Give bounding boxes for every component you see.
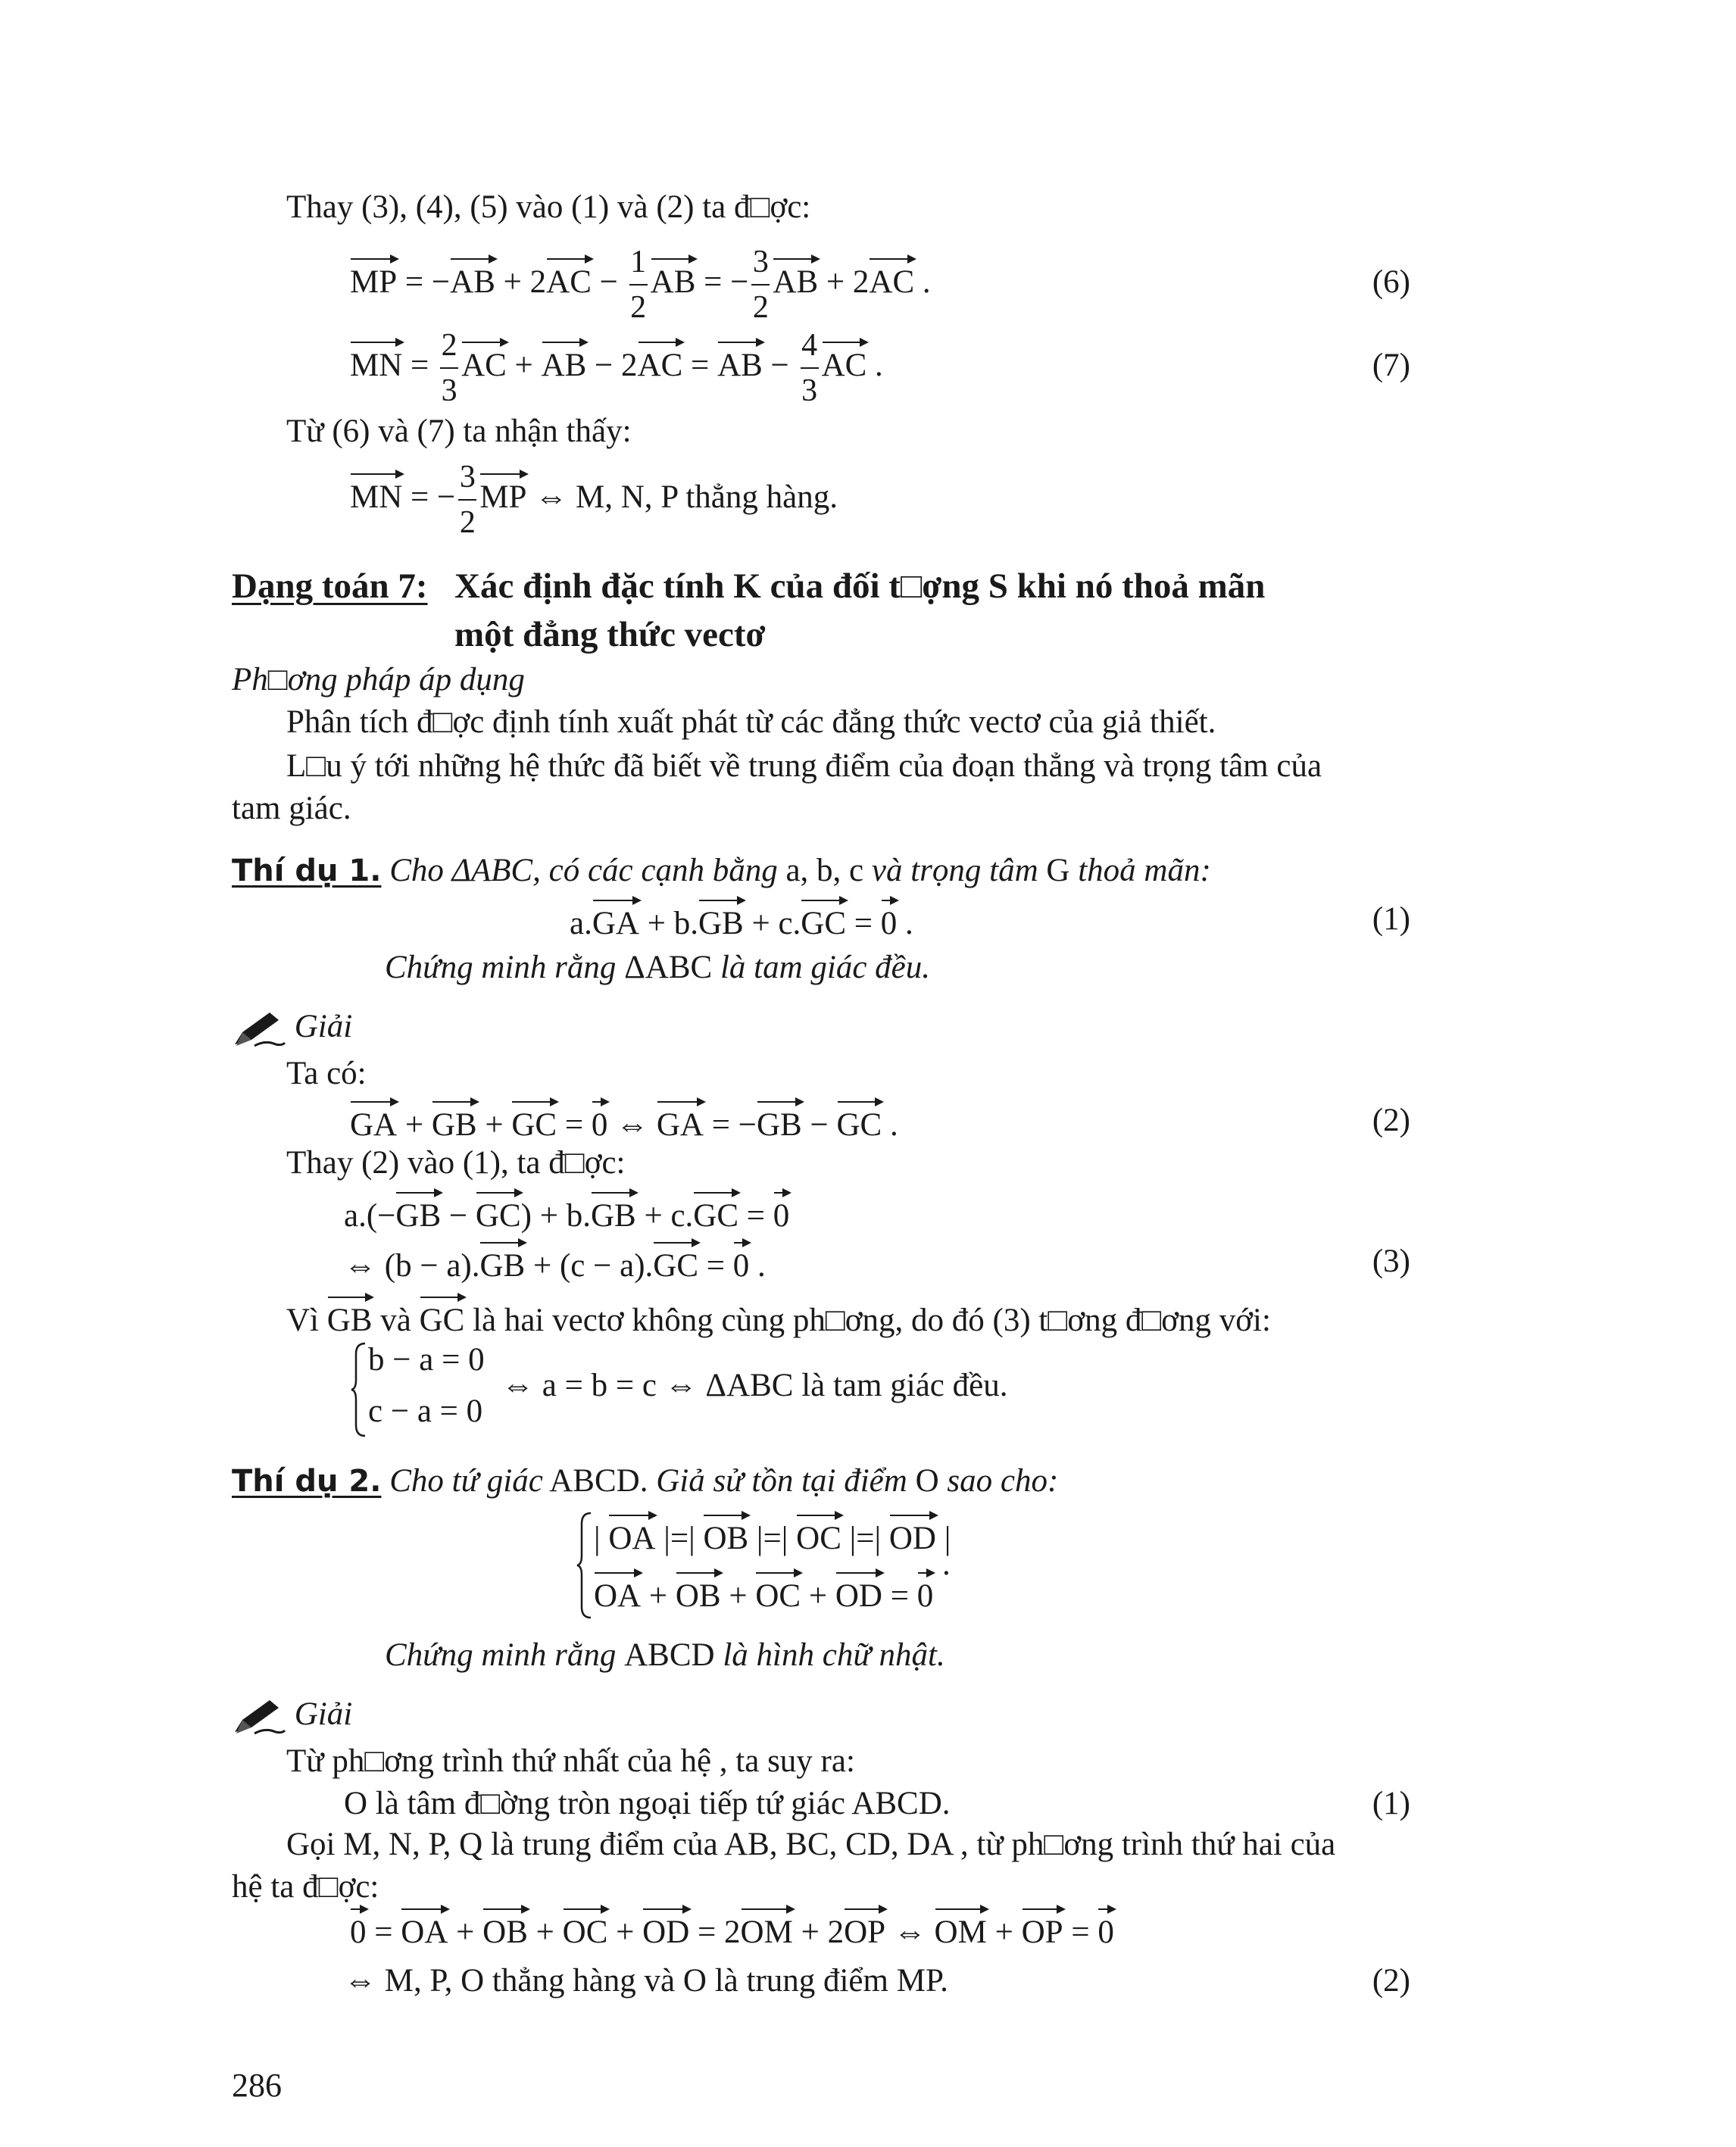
- text-line: Vì GB và GC là hai vectơ không cùng ph□ơng, do đó (3) t□ơng đ□ơng với:: [286, 1297, 1271, 1340]
- pen-writing-icon: [232, 1010, 286, 1049]
- text-line: Thay (3), (4), (5) vào (1) và (2) ta đ□ợc:: [286, 189, 811, 225]
- solution-heading: [232, 1695, 352, 1737]
- text-span: O: [915, 1463, 939, 1499]
- text-span: Giả sử tồn tại điểm: [656, 1463, 907, 1499]
- text-span: Giải: [294, 1696, 353, 1732]
- equation-number: (2): [1372, 1963, 1410, 1999]
- left-brace-icon: [576, 1510, 592, 1621]
- system-row: | OA |=| OB |=| OC |=| OD |: [594, 1515, 951, 1559]
- text-span: a, b, c: [785, 853, 864, 888]
- text-line: Từ (6) và (7) ta nhận thấy:: [286, 413, 632, 449]
- equation-mn-mp: MN = − $\frac{3}{2}$ MP ⇔ M, N, P thẳng hàng.: [350, 459, 838, 541]
- left-brace-icon: [350, 1340, 367, 1439]
- example-2-statement: [232, 1462, 1058, 1501]
- text-line: Từ ph□ơng trình thứ nhất của hệ , ta suy ra:: [286, 1743, 855, 1779]
- text-span: Chứng minh rằng: [385, 1637, 617, 1673]
- equation-7: MN = $\frac{2}{3}$ AC + AB − 2AC = AB − $\frac{4}{3}$ AC . (7): [350, 324, 1410, 407]
- text-span: thoả mãn:: [1078, 853, 1211, 888]
- heading-label: Dạng toán 7:: [232, 566, 428, 606]
- text-span: ABCD: [624, 1637, 715, 1673]
- prove-statement: [385, 948, 930, 988]
- equation-number: (3): [1372, 1244, 1410, 1279]
- text-span: M, N, P thẳng hàng.: [575, 479, 838, 515]
- solution-heading: [232, 1007, 352, 1049]
- equation-6: MP = −AB + 2AC − $\frac{1}{2}$ AB = − $\frac{3}{2}$ AB + 2AC . (6): [350, 241, 1410, 324]
- page-number: 286: [232, 2067, 282, 2104]
- text-line: Phân tích đ□ợc định tính xuất phát từ các đẳng thức vectơ của giả thiết.: [286, 704, 1216, 740]
- example-label: Thí dụ 1.: [232, 853, 382, 888]
- text-line: tam giác.: [232, 791, 351, 826]
- equation-system: [350, 1340, 1107, 1439]
- text-span: G: [1046, 853, 1070, 888]
- pen-writing-icon: [232, 1697, 286, 1737]
- text-span: ΔABC: [624, 950, 713, 985]
- example-1-statement: [232, 851, 1211, 891]
- text-line: Thay (2) vào (1), ta đ□ợc:: [286, 1145, 626, 1181]
- section-heading: [232, 566, 428, 606]
- example-label: Thí dụ 2.: [232, 1464, 382, 1499]
- equation-ex1-substituted: a.(−GB − GC) + b.GB + c.GC = 0: [344, 1192, 789, 1236]
- text-span: O là tâm đ□ờng tròn ngoại tiếp tứ giác ABCD.: [344, 1786, 951, 1821]
- system-row: OA + OB + OC + OD = 0: [594, 1572, 933, 1616]
- equation-system-2: [576, 1510, 1030, 1624]
- text-span: Cho tứ giác: [389, 1463, 543, 1499]
- equation-number: (7): [1372, 348, 1410, 383]
- text-line: Ta có:: [286, 1056, 367, 1091]
- equation-number: (6): [1372, 264, 1410, 300]
- text-line: hệ ta đ□ợc:: [232, 1869, 379, 1905]
- text-span: sao cho:: [947, 1463, 1059, 1499]
- text-span: là tam giác đều.: [720, 950, 931, 985]
- text-span: .: [942, 1546, 951, 1582]
- text-line: [344, 1784, 1410, 1824]
- equation-ex1-2: GA + GB + GC = 0 ⇔ GA = −GB − GC . (2): [350, 1103, 1410, 1143]
- equation-ex2-midpoints: 0 = OA + OB + OC + OD = 2OM + 2OP ⇔ OM + OP = 0: [350, 1908, 1114, 1952]
- text-line: Gọi M, N, P, Q là trung điểm của AB, BC, CD, DA , từ ph□ơng trình thứ hai của: [286, 1827, 1336, 1862]
- equation-ex1-3: ⇔ (b − a).GB + (c − a).GC = 0 . (3): [344, 1244, 1410, 1284]
- system-conclusion: ⇔ a = b = c ⇔ ΔABC là tam giác đều.: [501, 1368, 1008, 1403]
- text-span: M, P, O thẳng hàng và O là trung điểm MP.: [384, 1963, 948, 1999]
- method-title: Ph□ơng pháp áp dụng: [232, 662, 525, 697]
- text-span: Giải: [294, 1009, 353, 1044]
- prove-statement: [385, 1636, 945, 1675]
- equation-number: (1): [1372, 901, 1410, 937]
- text-span: Cho ΔABC,: [389, 853, 541, 888]
- text-span: là hai vectơ không cùng ph□ơng, do đó (3) t□ơng đ□ơng với:: [473, 1303, 1271, 1338]
- text-span: Chứng minh rằng: [385, 950, 617, 985]
- text-span: và trọng tâm: [871, 853, 1038, 888]
- system-row: c − a = 0: [368, 1393, 483, 1429]
- text-span: có các cạnh bằng: [548, 853, 778, 888]
- text-span: ABCD.: [549, 1463, 648, 1499]
- heading-line-2: một đẳng thức vectơ: [454, 615, 766, 654]
- text-line: L□u ý tới những hệ thức đã biết về trung điểm của đoạn thẳng và trọng tâm của: [286, 748, 1322, 784]
- equation-number: (2): [1372, 1103, 1410, 1138]
- equation-number: (1): [1372, 1786, 1410, 1821]
- heading-line-1: Xác định đặc tính K của đối t□ợng S khi nó thoả mãn: [454, 566, 1266, 606]
- text-line: ⇔ M, P, O thẳng hàng và O là trung điểm MP. (2): [344, 1961, 1410, 2001]
- text-span: là hình chữ nhật.: [723, 1637, 945, 1673]
- system-row: b − a = 0: [368, 1342, 485, 1378]
